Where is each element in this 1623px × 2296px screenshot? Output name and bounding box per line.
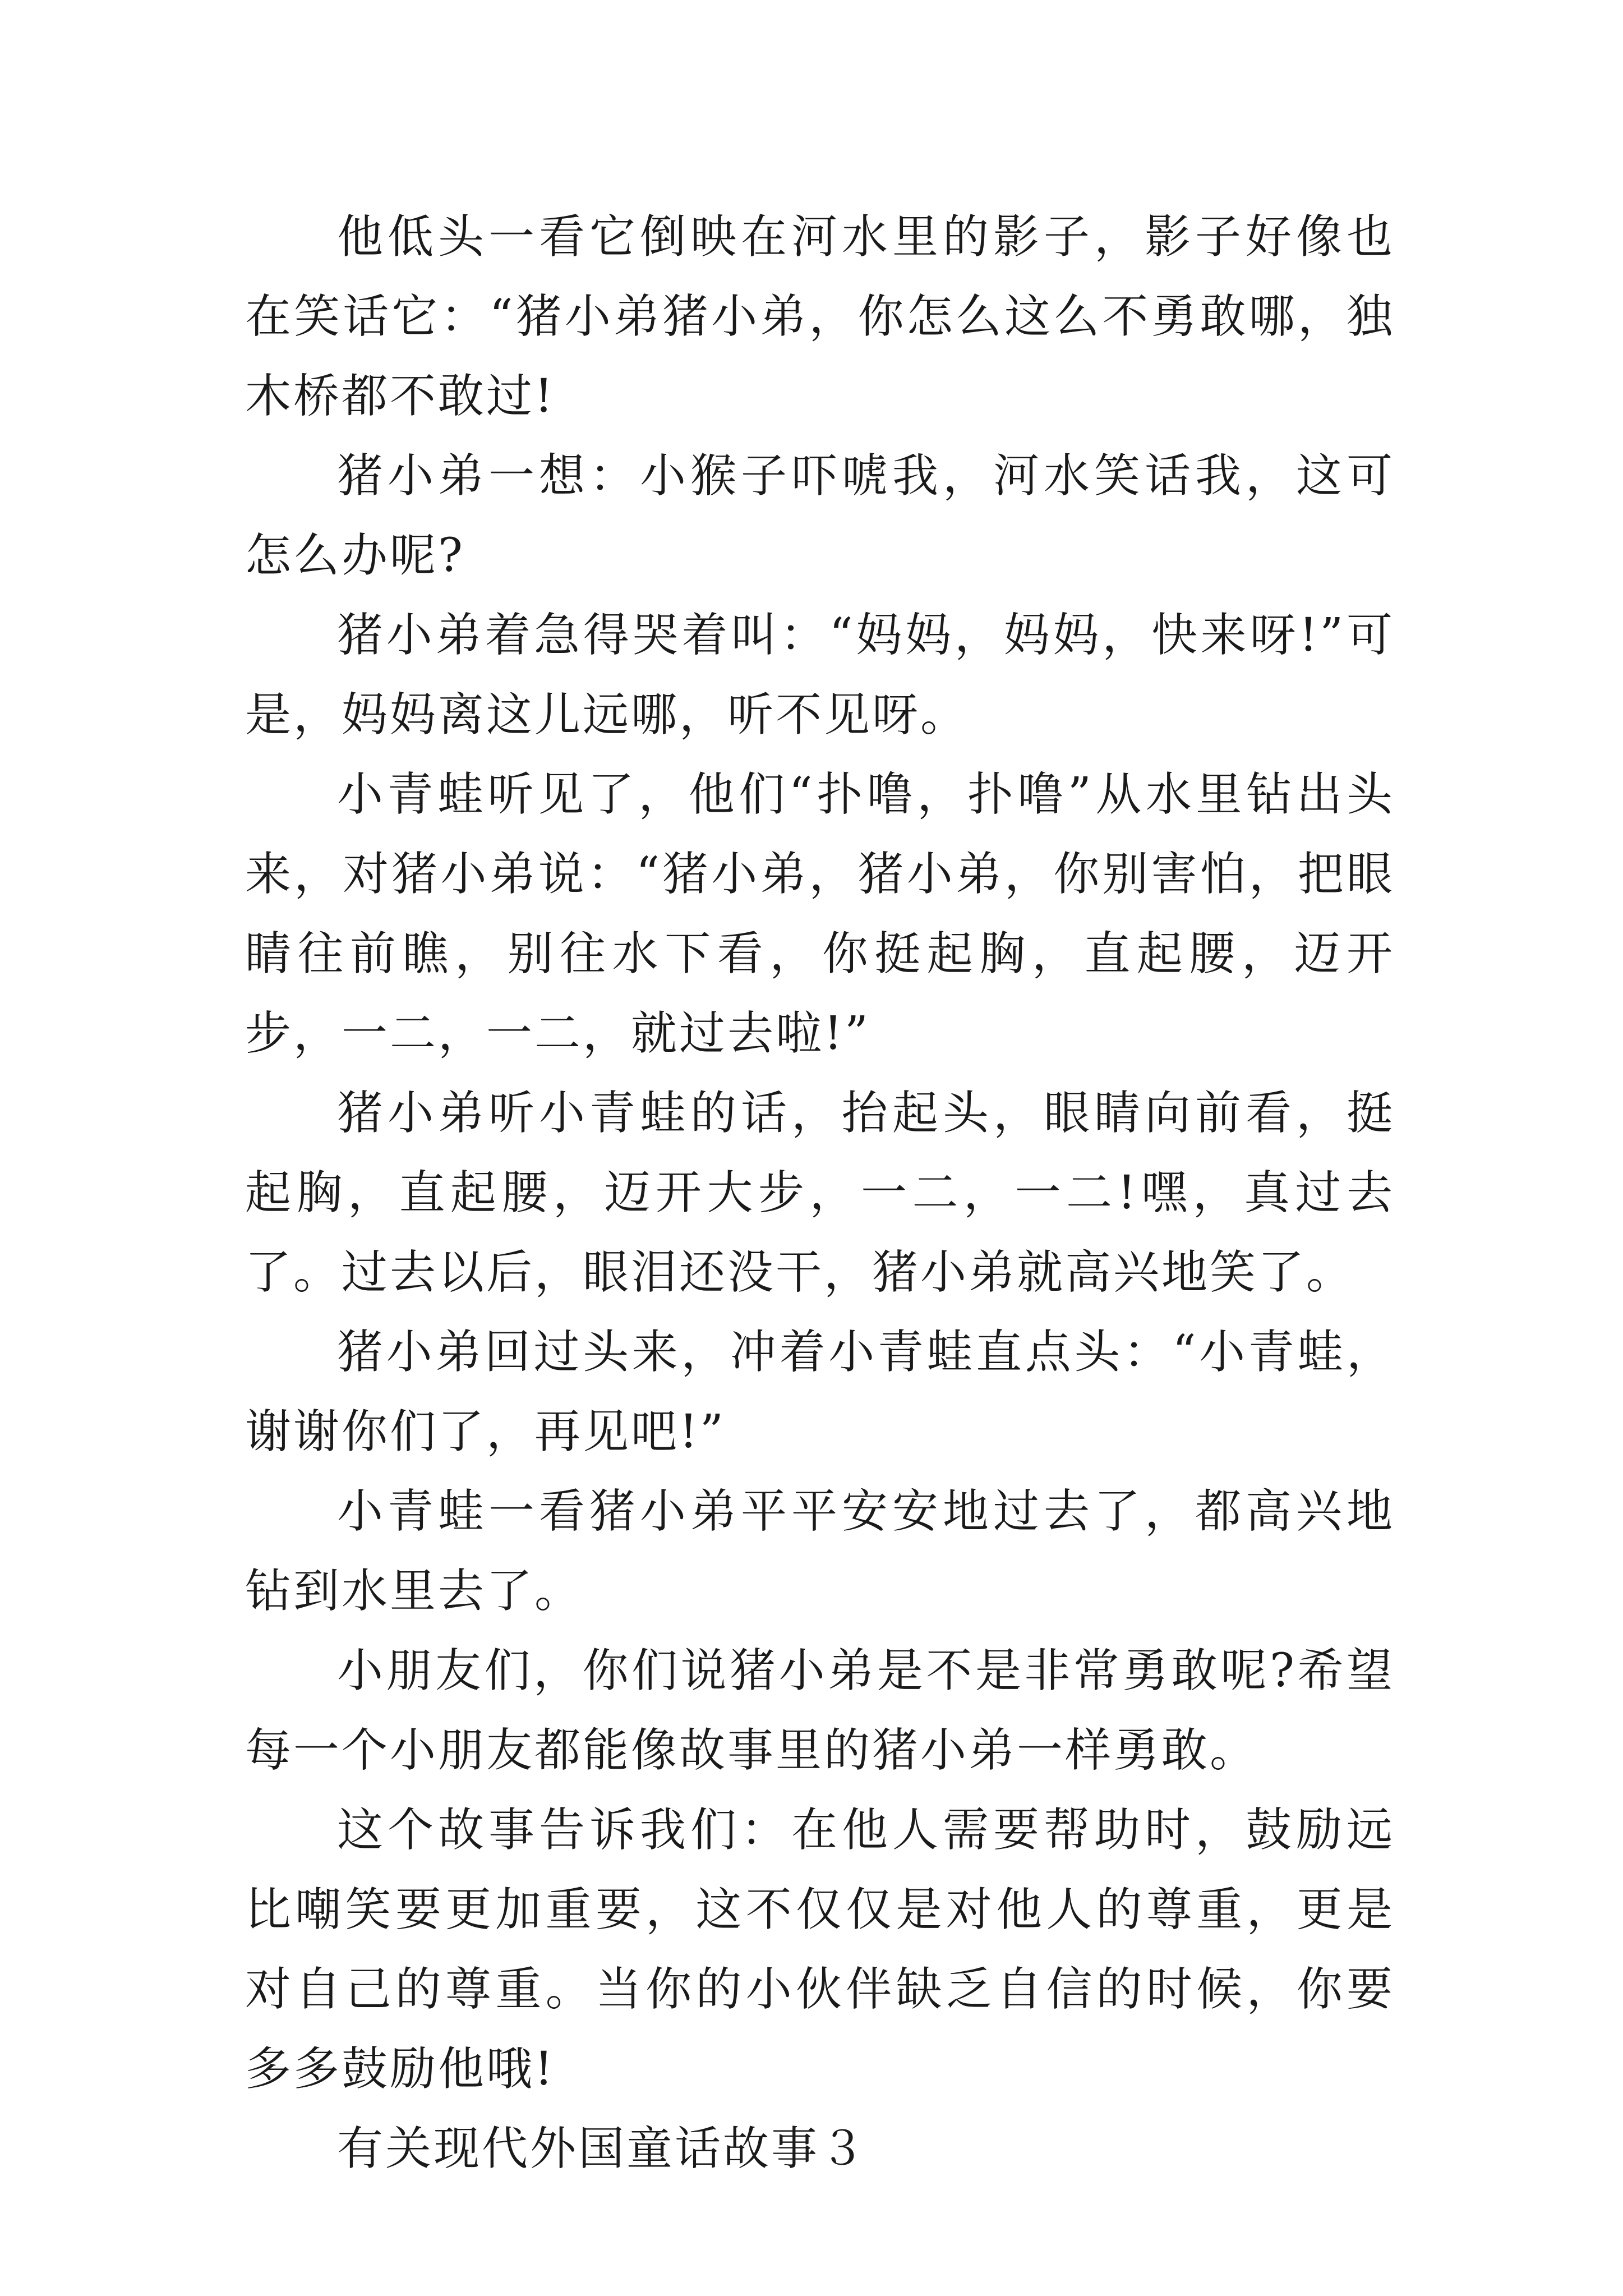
paragraph-1: 他低头一看它倒映在河水里的影子，影子好像也在笑话它：“猪小弟猪小弟，你怎么这么不勇敢哪，独木桥都不敢过! bbox=[245, 210, 1395, 423]
story-text bbox=[245, 197, 1395, 2189]
paragraph-8: 小朋友们，你们说猪小弟是不是非常勇敢呢?希望每一个小朋友都能像故事里的猪小弟一样勇敢。 bbox=[245, 1644, 1395, 1777]
paragraph-2: 猪小弟一想：小猴子吓唬我，河水笑话我，这可怎么办呢? bbox=[245, 449, 1395, 582]
paragraph-6: 猪小弟回过头来，冲着小青蛙直点头：“小青蛙，谢谢你们了，再见吧!” bbox=[245, 1326, 1395, 1458]
paragraph-3: 猪小弟着急得哭着叫：“妈妈，妈妈，快来呀!”可是，妈妈离这儿远哪，听不见呀。 bbox=[245, 609, 1395, 742]
paragraph-9: 这个故事告诉我们：在他人需要帮助时，鼓励远比嘲笑要更加重要，这不仅仅是对他人的尊重，更是对自己的尊重。当你的小伙伴缺乏自信的时候，你要多多鼓励他哦! bbox=[245, 1803, 1395, 2096]
section-heading: 有关现代外国童话故事３ bbox=[337, 2122, 868, 2175]
paragraph-5: 猪小弟听小青蛙的话，抬起头，眼睛向前看，挺起胸，直起腰，迈开大步，一二，一二!嘿，真过去了。过去以后，眼泪还没干，猪小弟就高兴地笑了。 bbox=[245, 1087, 1395, 1299]
paragraph-4: 小青蛙听见了，他们“扑噜，扑噜”从水里钻出头来，对猪小弟说：“猪小弟，猪小弟，你别害怕，把眼睛往前瞧，别往水下看，你挺起胸，直起腰，迈开步，一二，一二，就过去啦!” bbox=[245, 768, 1395, 1060]
paragraph-7: 小青蛙一看猪小弟平平安安地过去了，都高兴地钻到水里去了。 bbox=[245, 1485, 1395, 1618]
